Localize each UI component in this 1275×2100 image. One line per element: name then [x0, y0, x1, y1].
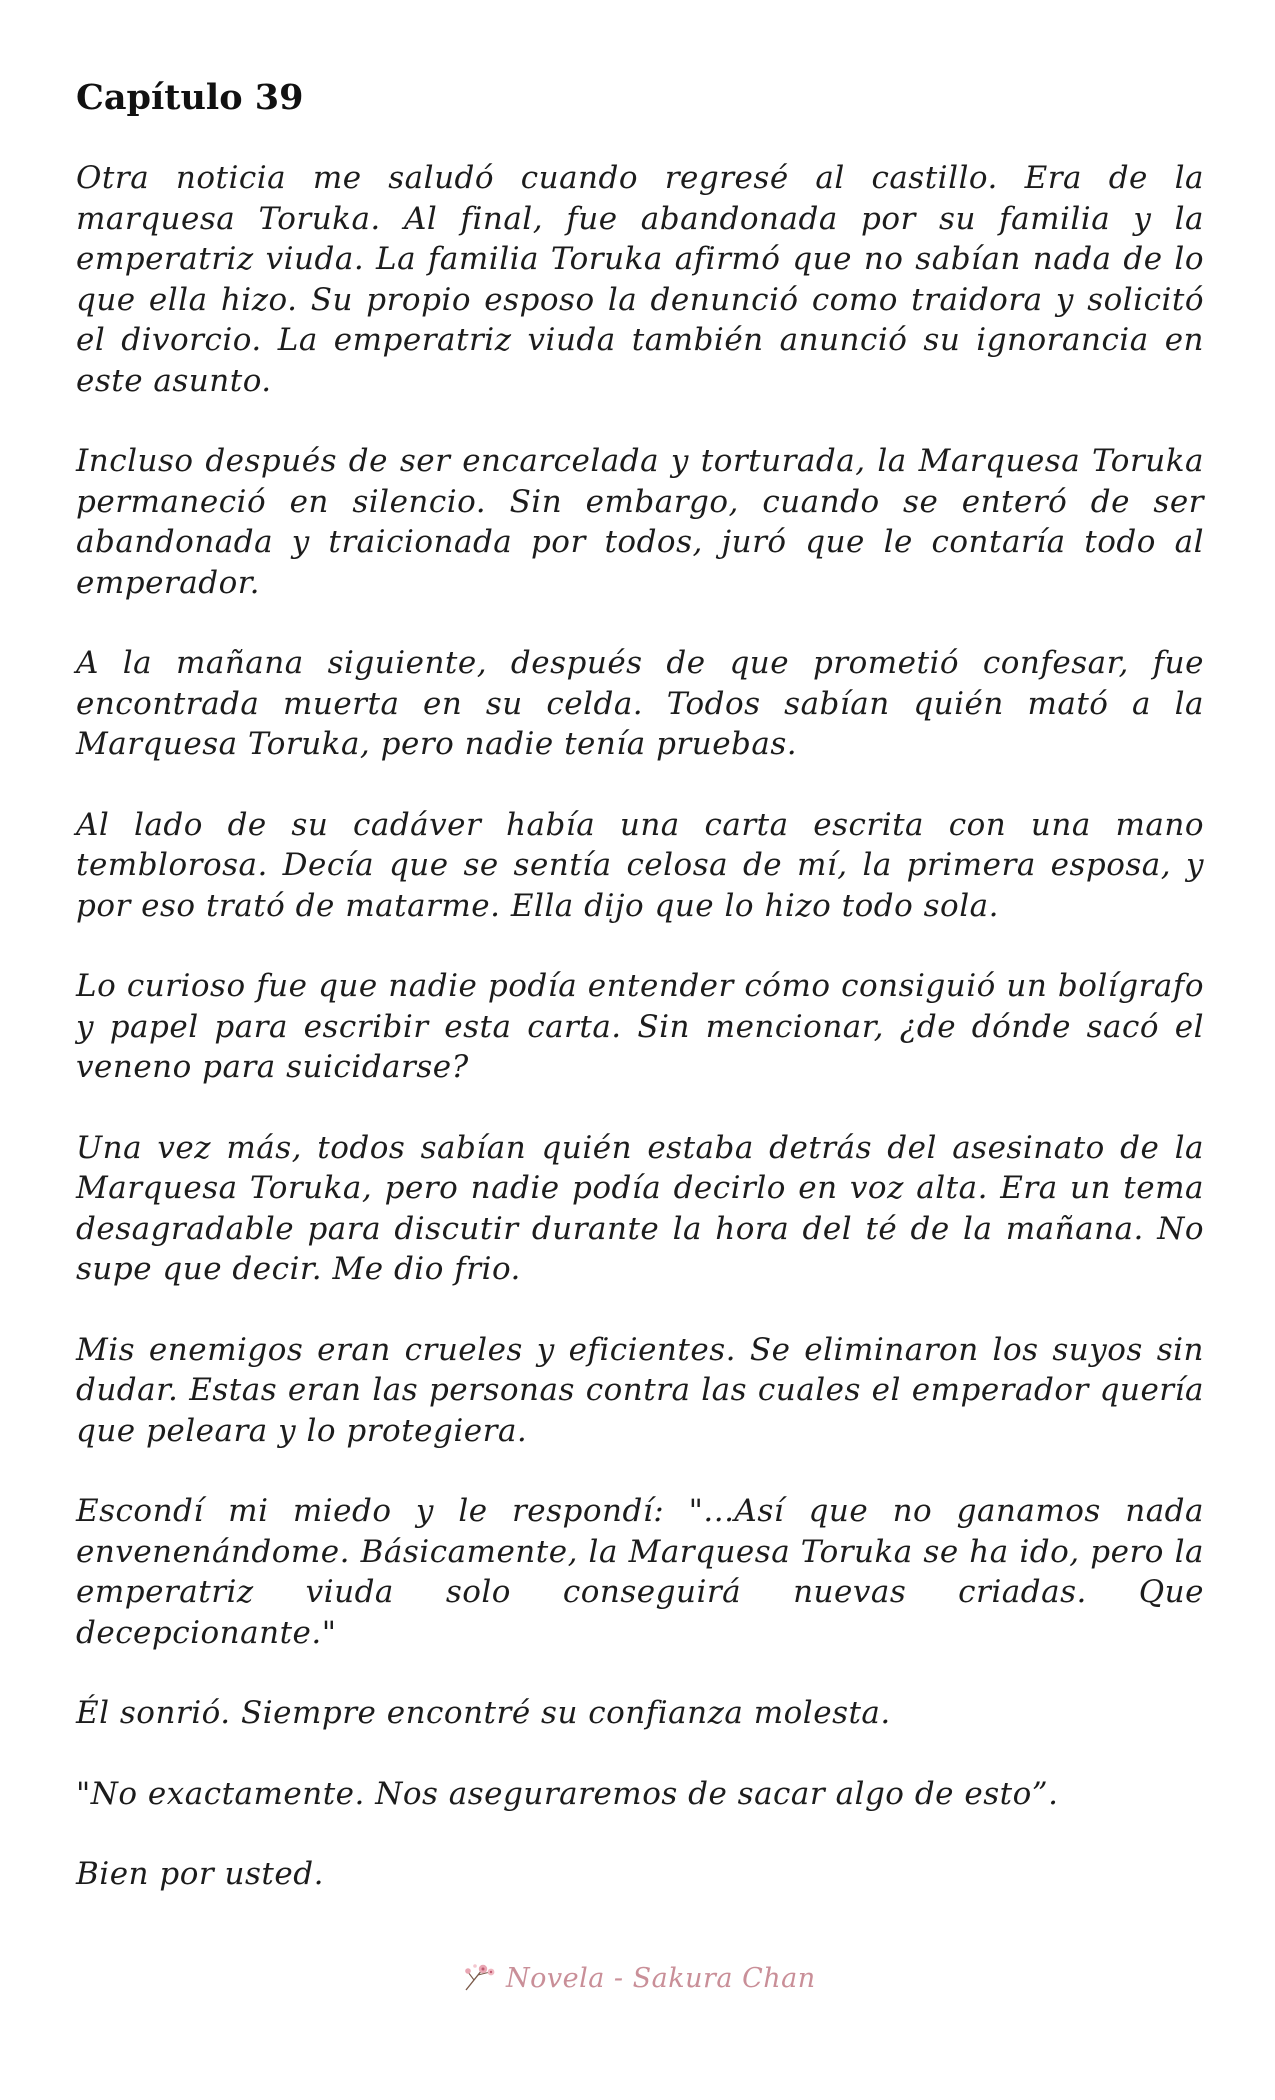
paragraph: Él sonrió. Siempre encontré su confianza molesta. [76, 1695, 891, 1731]
paragraph: Otra noticia me saludó cuando regresé al castillo. Era de la marquesa Toruka. Al final, fue abandonada por su familia y la emperatriz viuda. La familia Toruka afirmó que no sabían nada de lo que ella hizo. Su propio esposo la denunció como traidora y solicitó el divorcio. La emperatriz viuda también anunció su ignorancia en este asunto. [76, 160, 1204, 399]
sakura-flower-icon [462, 1960, 498, 1996]
paragraph: Bien por usted. [76, 1856, 324, 1892]
paragraph: "No exactamente. Nos aseguraremos de sacar algo de esto”. [76, 1775, 1059, 1812]
paragraph: Lo curioso fue que nadie podía entender cómo consiguió un bolígrafo y papel para escribir esta carta. Sin mencionar, ¿de dónde sacó el veneno para suicidarse? [76, 968, 1204, 1085]
paragraph: A la mañana siguiente, después de que prometió confesar, fue encontrada muerta en su celda. Todos sabían quién mató a la Marquesa Toruka, pero nadie tenía pruebas. [76, 645, 1204, 762]
paragraph: Mis enemigos eran crueles y eficientes. Se eliminaron los suyos sin dudar. Estas eran las personas contra las cuales el emperador quería que peleara y lo protegiera. [76, 1331, 1204, 1449]
watermark [462, 1956, 816, 2000]
watermark-text: Novela - Sakura Chan [506, 1962, 816, 1994]
paragraph: Escondí mi miedo y le respondí: "...Así que no ganamos nada envenenándome. Básicamente, la Marquesa Toruka se ha ido, pero la emperatriz viuda solo conseguirá nuevas criadas. Que decepcionante." [76, 1493, 1204, 1651]
paragraph: Incluso después de ser encarcelada y torturada, la Marquesa Toruka permaneció en silencio. Sin embargo, cuando se enteró de ser abandonada y traicionada por todos, juró que le contaría todo al emperador. [76, 443, 1204, 601]
paragraph: Al lado de su cadáver había una carta escrita con una mano temblorosa. Decía que se sentía celosa de mí, la primera esposa, y por eso trató de matarme. Ella dijo que lo hizo todo sola. [76, 806, 1204, 924]
chapter-title: Capítulo 39 [76, 77, 304, 118]
paragraph: Una vez más, todos sabían quién estaba detrás del asesinato de la Marquesa Toruka, pero nadie podía decirlo en voz alta. Era un tema desagradable para discutir durante la hora del té de la mañana. No supe que decir. Me dio frio. [76, 1129, 1204, 1287]
